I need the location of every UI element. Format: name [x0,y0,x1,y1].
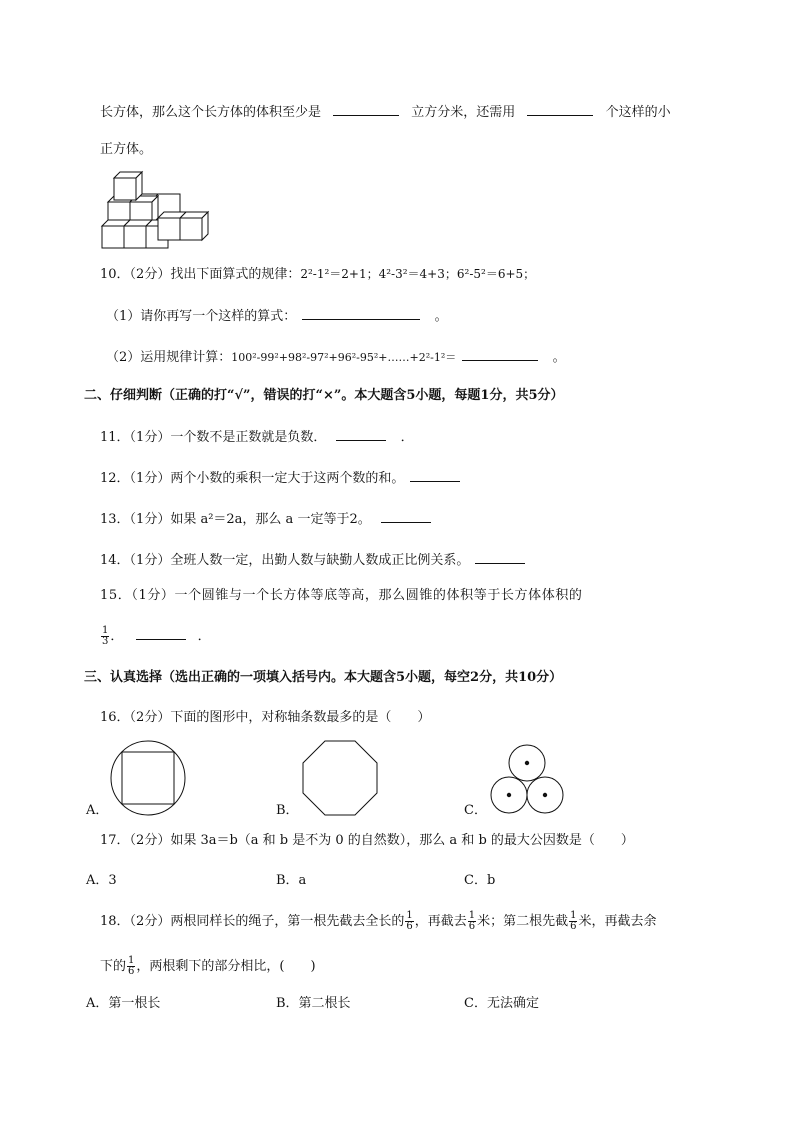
q17-stem: 17．（2分）如果 3a＝b（a 和 b 是不为 0 的自然数），那么 a 和 b 的最大公因数是（ ） [100,833,634,848]
q18-option-c[interactable]: C．无法确定 [464,996,539,1011]
q18-fraction-4 [127,956,135,977]
q10-part2-formula: 100²-99²+98²-97²+96²-95²+……+2²-1²＝ [231,351,457,364]
q10-part1-prefix: （1）请你再写一个这样的算式： [106,309,297,324]
q9-line2: 正方体。 [100,142,153,157]
q11-text: 11．（1分）一个数不是正数就是负数． [100,430,327,445]
section3-heading: 三、认真选择（选出正确的一项填入括号内。本大题含5小题，每空2分，共10分） [84,670,563,685]
q13-blank[interactable] [381,510,431,523]
q15-fraction-num: 1 [102,625,109,636]
q16-figure-three-circles [490,744,570,816]
q18-line2-b: ，两根剩下的部分相比，( ) [136,959,316,974]
q14-blank[interactable] [475,551,525,564]
q17-option-a[interactable]: A．3 [86,873,117,888]
q15-tail: ． [197,629,211,644]
q18-fraction-2-den: 6 [468,921,476,932]
q18-fraction-2 [468,911,476,932]
q15-fraction-den: 3 [102,636,109,647]
q9-blank-1[interactable] [333,103,399,116]
q10-part2-prefix: （2）运用规律计算： [106,350,232,365]
q13-text: 13．（1分）如果 a²＝2a，那么 a 一定等于2。 [100,512,371,527]
q16-figure-octagon [302,740,382,820]
q10-part1 [106,307,448,325]
q18-stem-a: 18．（2分）两根同样长的绳子，第一根先截去全长的 [100,914,405,929]
q18-fraction-1-den: 6 [406,921,413,932]
q11-tail: ． [400,430,414,445]
q18-fraction-4-num: 1 [128,955,135,966]
q9-blank-2[interactable] [527,103,593,116]
q16-figure-circle-square [110,740,190,820]
q15-blank[interactable] [136,627,186,640]
section2-heading: 二、仔细判断（正确的打“√”，错误的打“×”。本大题含5小题，每题1分，共5分） [84,388,564,403]
q18-option-a[interactable]: A．第一根长 [86,996,161,1011]
q14 [100,551,525,569]
q10-part2-suffix: 。 [552,350,566,365]
q18-stem-d: 米，再截去余 [578,914,657,929]
q10-stem [100,266,535,283]
q18-stem-c: 米；第二根先截 [477,914,569,929]
q11-blank[interactable] [336,428,386,441]
q18-line2 [100,950,316,984]
q18-fraction-3-num: 1 [570,910,577,921]
q16-option-b[interactable]: B． [276,803,299,818]
q10-stem-formula: 2²-1²＝2+1；4²-3²＝4+3；6²-5²＝6+5； [300,267,536,281]
q18-fraction-1 [405,911,413,932]
q12-blank[interactable] [410,469,460,482]
q12-text: 12．（1分）两个小数的乘积一定大于这两个数的和。 [100,471,405,486]
q9-line1 [100,103,671,121]
q15-fraction [101,626,109,647]
q16-option-a[interactable]: A． [86,803,109,818]
q9-text-c: 个这样的小 [605,105,671,120]
q17-option-b[interactable]: B．a [276,873,307,888]
q18-fraction-2-num: 1 [468,910,476,921]
q11 [100,428,414,446]
q17-option-c[interactable]: C．b [464,873,496,888]
q16-option-c[interactable]: C． [464,803,487,818]
q9-text-a: 长方体，那么这个长方体的体积至少是 [100,105,322,120]
q10-part1-blank[interactable] [302,307,420,320]
q18-stem-b: ，再截去 [414,914,467,929]
q12 [100,469,460,487]
q18-fraction-3 [569,911,577,932]
q18-fraction-3-den: 6 [570,921,577,932]
q15-dot: ． [110,629,124,644]
q10-part1-suffix: 。 [434,309,448,324]
q13 [100,510,431,528]
q15-line1: 15．（1分）一个圆锥与一个长方体等底等高，那么圆锥的体积等于长方体体积的 [100,588,583,603]
cube-stack-figure [100,170,210,252]
q9-text-b: 立方分米，还需用 [411,105,516,120]
q18-line2-a: 下的 [100,959,127,974]
q10-part2 [106,348,566,366]
q16-stem: 16．（2分）下面的图形中，对称轴条数最多的是（ ） [100,710,431,725]
q10-stem-prefix: 10．（2分）找出下面算式的规律： [100,267,301,282]
q10-part2-blank[interactable] [462,348,538,361]
q15-line2 [100,622,211,652]
q18-fraction-1-num: 1 [406,910,413,921]
q18-fraction-4-den: 6 [128,966,135,977]
q14-text: 14．（1分）全班人数一定，出勤人数与缺勤人数成正比例关系。 [100,553,470,568]
q18-option-b[interactable]: B．第二根长 [276,996,351,1011]
q18-line1 [100,905,657,939]
